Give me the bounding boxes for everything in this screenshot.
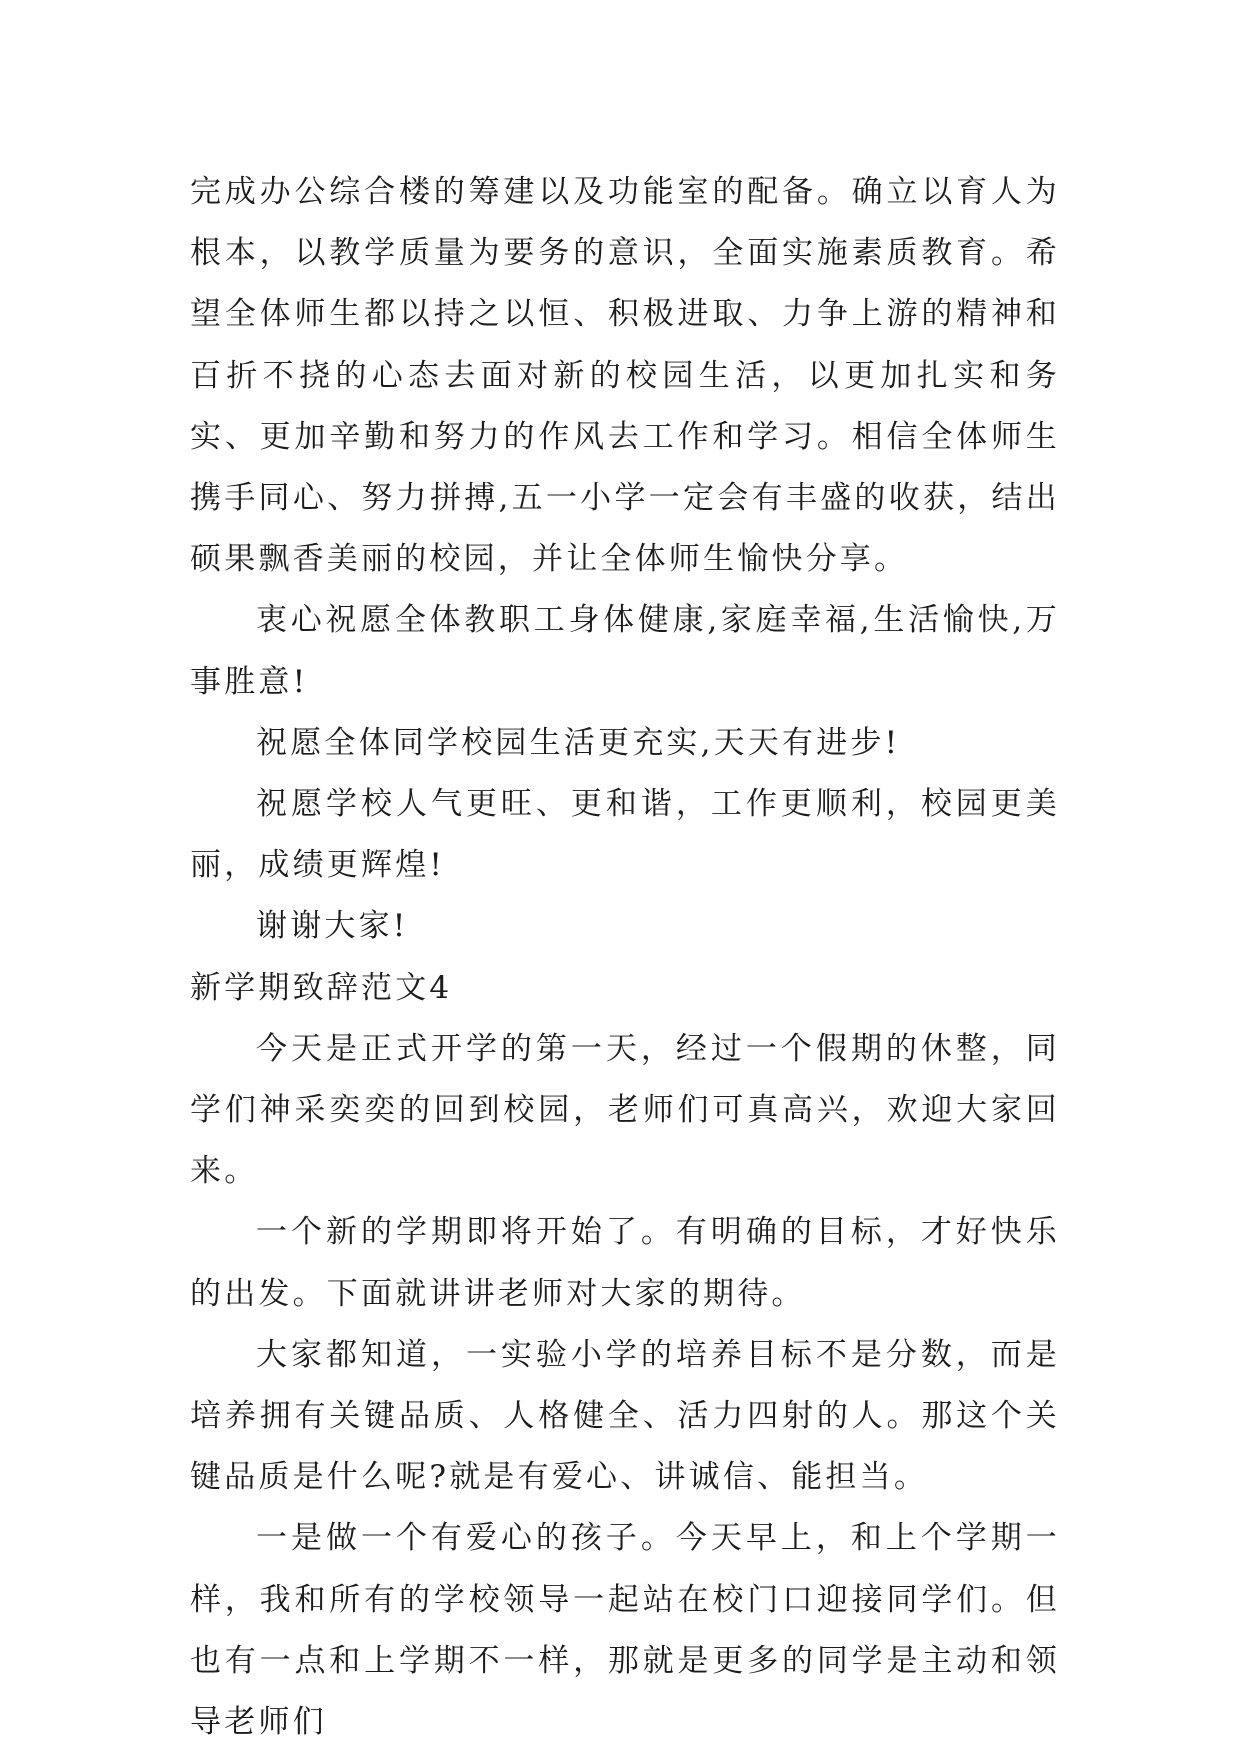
document-body bbox=[190, 162, 1060, 1753]
paragraph-thanks: 谢谢大家! bbox=[256, 908, 409, 945]
paragraph-opening: 今天是正式开学的第一天，经过一个假期的休整，同学们神采奕奕的回到校园，老师们可真高兴，欢迎大家回来。 bbox=[190, 1030, 1060, 1190]
section-heading: 新学期致辞范文4 bbox=[190, 969, 453, 1006]
paragraph-wishes-students: 祝愿全体同学校园生活更充实,天天有进步! bbox=[256, 724, 901, 761]
paragraph-goals: 一个新的学期即将开始了。有明确的目标，才好快乐的出发。下面就讲讲老师对大家的期待。 bbox=[190, 1214, 1060, 1312]
paragraph-wishes-staff: 衷心祝愿全体教职工身体健康,家庭幸福,生活愉快,万事胜意! bbox=[190, 602, 1060, 700]
paragraph-continuation: 完成办公综合楼的筹建以及功能室的配备。确立以育人为根本，以教学质量为要务的意识，全面实施素质教育。希望全体师生都以持之以恒、积极进取、力争上游的精神和百折不挠的心态去面对新的校园生活，以更加扎实和务实、更加辛勤和努力的作风去工作和学习。相信全体师生携手同心、努力拼搏,五一小学一定会有丰盛的收获，结出硕果飘香美丽的校园，并让全体师生愉快分享。 bbox=[190, 174, 1060, 578]
paragraph-love: 一是做一个有爱心的孩子。今天早上，和上个学期一样，我和所有的学校领导一起站在校门口迎接同学们。但也有一点和上学期不一样，那就是更多的同学是主动和领导老师们 bbox=[190, 1520, 1060, 1741]
paragraph-wishes-school: 祝愿学校人气更旺、更和谐，工作更顺利，校园更美丽，成绩更辉煌! bbox=[190, 786, 1060, 884]
paragraph-key-qualities: 大家都知道，一实验小学的培养目标不是分数，而是培养拥有关键品质、人格健全、活力四射的人。那这个关键品质是什么呢?就是有爱心、讲诚信、能担当。 bbox=[190, 1336, 1060, 1496]
